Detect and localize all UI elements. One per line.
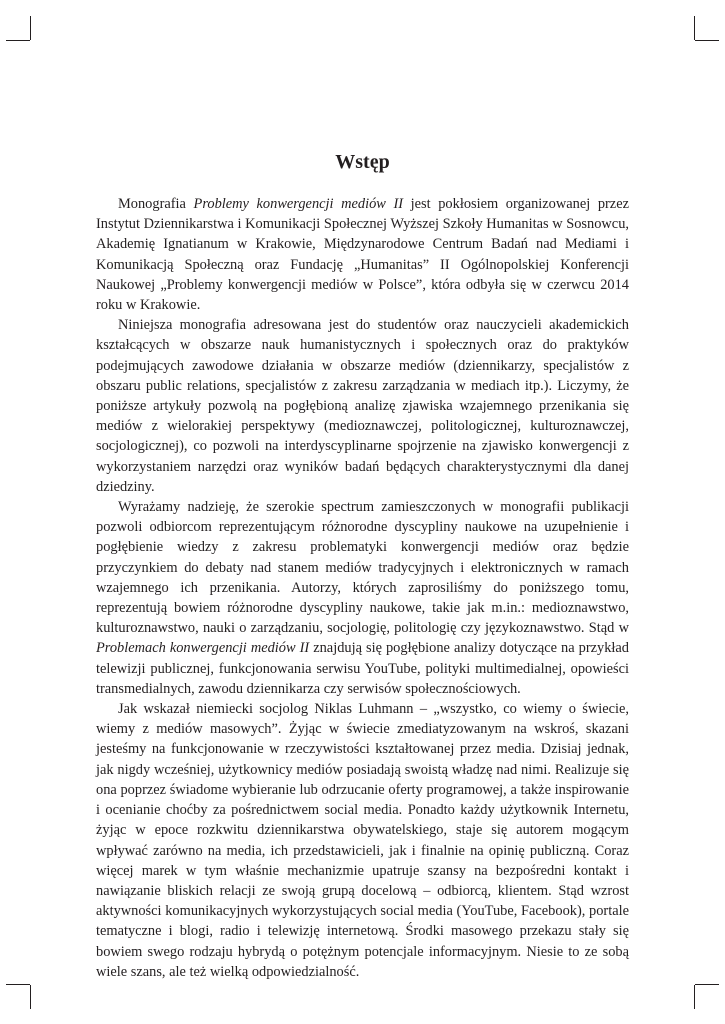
body-text <box>96 194 629 982</box>
text-run: Wyrażamy nadzieję, że szerokie spectrum zamieszczonych w monografii publikacji pozwoli odbiorcom reprezentującym różnorodne dyscypliny naukowe na uzupełnienie i pogłębienie wiedzy z zakresu problematyki konwergencji mediów oraz będzie przyczynkiem do debaty nad stanem mediów tradycyjnych i elektronicznych w ramach wzajemnego ich przenikania. Autorzy, których zaprosiliśmy do poniższego tomu, reprezentują bowiem różnorodne dyscypliny naukowe, takie jak m.in.: medioznawstwo, kulturoznawstwo, nauki o zarządzaniu, socjologię, politologię czy językoznawstwo. Stąd w <box>96 499 629 637</box>
text-run: Niniejsza monografia adresowana jest do studentów oraz nauczycieli akademickich kształcących w obszarze nauk humanistycznych i społecznych oraz do praktyków podejmujących zawodowe działania w obszarze mediów (dziennikarzy, specjalistów z obszaru public relations, specjalistów z zakresu zarządzania w mediach itp.). Liczymy, że poniższe artykuły pozwolą na pogłębioną analizę zjawiska wzajemnego przenikania się mediów z wielorakiej perspektywy (medioznawczej, politologicznej, kulturoznawczej, socjologicznej), co pozwoli na interdyscyplinarne spojrzenie na zjawisko konwergencji z wykorzystaniem narzędzi oraz wyników badań będących charakterystycznymi dla danej dziedziny. <box>96 317 629 495</box>
paragraph <box>96 194 629 315</box>
crop-mark-bottom-right-horizontal <box>695 984 719 985</box>
page-title: Wstęp <box>335 151 390 174</box>
paragraph <box>96 699 629 982</box>
paragraph <box>96 315 629 497</box>
book-title-italic: Problemy konwergencji mediów II <box>193 196 404 212</box>
crop-mark-top-left-vertical <box>30 16 31 40</box>
paragraph <box>96 497 629 699</box>
crop-mark-bottom-right-vertical <box>694 985 695 1009</box>
crop-mark-top-right-vertical <box>694 16 695 40</box>
text-run: znajdują się pogłębione analizy dotyczące na przykład telewizji publicznej, funkcjonowania serwisu YouTube, polityki multimedialnej, opowieści transmedialnych, zawodu dziennikarza czy serwisów społecznościowych. <box>96 640 629 697</box>
book-title-italic: Problemach konwergencji mediów II <box>96 640 310 657</box>
crop-mark-bottom-left-horizontal <box>6 984 30 985</box>
text-run: jest pokłosiem organizowanej przez Instytut Dziennikarstwa i Komunikacji Społecznej Wyższej Szkoły Humanitas w Sosnowcu, Akademię Ignatianum w Krakowie, Międzynarodowe Centrum Badań nad Mediami i Komunikacją Społeczną oraz Fundację „Humanitas” II Ogólnopolskiej Konferencji Naukowej „Problemy konwergencji mediów w Polsce”, która odbyła się w czerwcu 2014 roku w Krakowie. <box>96 196 629 314</box>
text-run: Jak wskazał niemiecki socjolog Niklas Luhmann – „wszystko, co wiemy o świecie, wiemy z mediów masowych”. Żyjąc w świecie zmediatyzowanym na wskroś, skazani jesteśmy na funkcjonowanie w rzeczywistości kształtowanej przez media. Dzisiaj jednak, jak nigdy wcześniej, użytkownicy mediów posiadają swoistą władzę nad nimi. Realizuje się ona poprzez świadome wybieranie lub odrzucanie oferty programowej, a także inspirowanie i ocenianie choćby za pośrednictwem social media. Ponadto każdy użytkownik Internetu, żyjąc w epoce rozkwitu dziennikarstwa obywatelskiego, staje się autorem mogącym wpływać zarówno na media, ich przedstawicieli, jak i finalnie na opinię publiczną. Coraz więcej marek w tym właśnie mechanizmie upatruje szansy na bezpośredni kontakt i nawiązanie bliskich relacji ze swoją grupą docelową – odbiorcą, klientem. Stąd wzrost aktywności komunikacyjnych wykorzystujących social media (YouTube, Facebook), portale tematyczne i blogi, radio i telewizję internetową. Środki masowego przekazu stały się bowiem swego rodzaju hybrydą o potężnym potencjale informacyjnym. Niesie to ze sobą wiele szans, ale też wielką odpowiedzialność. <box>96 701 629 980</box>
text-run: Monografia <box>118 196 194 212</box>
crop-mark-top-right-horizontal <box>695 40 719 41</box>
crop-mark-top-left-horizontal <box>6 40 30 41</box>
crop-mark-bottom-left-vertical <box>30 985 31 1009</box>
